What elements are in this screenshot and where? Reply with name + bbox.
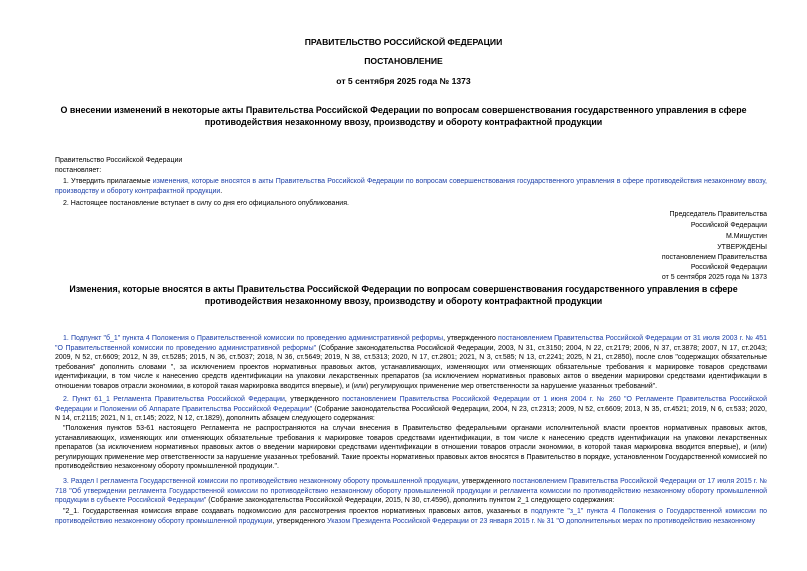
item-2-text: , утвержденного — [284, 396, 343, 403]
item-2-quote: "Положения пунктов 53-61 настоящего Регламента не распространяются на случаи внесения в Правительство федеральными органами исполнительной власти проектов нормативных правовых актов, устанавливающих, изменяющих или отменяющих обязательные требования к маркировке товаров средствами идентификации, в том числе к нанесению средств идентификации на упаковки лекарственных препаратов (за исключением нормативных правовых актов о введении маркировки средствами идентификации в отношении товаров отрасли экономики, в которой такая маркировка вводится впервые), и (или) регулирующих применение мер ответственности за нарушение указанных требований. Такие проекты нормативных правовых актов вносятся в Правительство в порядке, установленном Государственной комиссией по противодействию незаконному обороту промышленной продукции.". — [55, 425, 767, 470]
document-title: О внесении изменений в некоторые акты Правительства Российской Федерации по вопросам совершенствования государственного управления в сфере противодействия незаконному ввозу, производству и обороту контрафактной продукции — [60, 105, 747, 127]
change-item-2 — [55, 395, 767, 424]
item-2-decree-link[interactable]: постановлением Правительства Российской Федерации от 1 июня 2004 г. № 260 "О Регламенте Правительства Российской Федерации и Положении об Аппарате Правительства Российской Федерации" — [55, 396, 767, 413]
change-item-3 — [55, 477, 767, 506]
point-1-end: . — [220, 187, 223, 195]
approved-country: Российской Федерации — [690, 264, 767, 271]
point-2: 2. Настоящее постановление вступает в силу со дня его официального опубликования. — [63, 200, 349, 207]
point-1-text: 1. Утвердить прилагаемые — [63, 178, 153, 185]
item-3-quote-text: "2_1. Государственная комиссия вправе создавать подкомиссию для рассмотрения проектов нормативных правовых актов, указанных в — [63, 508, 532, 515]
item-2-link[interactable]: 2. Пункт 61_1 Регламента Правительства Российской Федерации — [63, 396, 285, 403]
intro-line-2: постановляет: — [55, 167, 102, 174]
point-1 — [55, 177, 767, 196]
item-1-decree-link[interactable]: постановлением Правительства Российской Федерации от 31 июля 2003 г. № 451 "О Правительственной комиссии по проведению административной реформы" — [55, 335, 768, 352]
item-1-link[interactable]: 1. Подпункт "б_1" пункта 4 Положения о Правительственной комиссии по проведению административной реформы — [63, 335, 444, 342]
item-3-quote — [55, 507, 767, 526]
item-3-link[interactable]: 3. Раздел I регламента Государственной комиссии по противодействию незаконному обороту промышленной продукции — [63, 478, 459, 485]
item-3-decree-link[interactable]: постановлением Правительства Российской Федерации от 17 июля 2015 г. № 718 "Об утверждении регламента Государственной комиссии по противодействию незаконному обороту промышленной продукции и регламента комиссии по противодействию незаконному обороту промышленной продукции в субъекте Российской Федерации" — [55, 478, 768, 504]
signature-country: Российской Федерации — [690, 222, 767, 229]
item-3-body: (Собрание законодательства Российской Федерации, 2015, N 30, ст.4596), дополнить пунктом 2_1 следующего содержания: — [206, 497, 615, 504]
government-heading: ПРАВИТЕЛЬСТВО РОССИЙСКОЙ ФЕДЕРАЦИИ — [304, 37, 503, 47]
change-item-1 — [55, 334, 767, 391]
item-3-decree-quote-link[interactable]: Указом Президента Российской Федерации от 23 января 2015 г. № 31 "О дополнительных мерах по противодействию незаконному — [327, 517, 756, 525]
item-2-body: (Собрание законодательства Российской Федерации, 2004, N 23, ст.2313; 2009, N 52, ст.6609; 2013, N 35, ст.4521; 2019, N 6, ст.533; 2020, N 14, ст.2115; 2021, N 1, ст.145; 2022, N 12, ст.1829), дополнить абзацем следующего содержания: — [55, 405, 768, 422]
approved-by: постановлением Правительства — [661, 254, 767, 261]
item-3-quote-link[interactable]: подпункте "з_1" пункта 4 Положения о Государственной комиссии по противодействию незаконному обороту промышленной продукции — [55, 508, 768, 525]
approved-date: от 5 сентября 2025 года № 1373 — [661, 274, 767, 281]
item-3-text: , утвержденного — [458, 478, 513, 485]
document-date-number: от 5 сентября 2025 года № 1373 — [336, 76, 471, 86]
changes-title: Изменения, которые вносятся в акты Правительства Российской Федерации по вопросам совершенствования государственного управления в сфере противодействия незаконному ввозу, производству и обороту контрафактной продукции — [69, 284, 738, 306]
item-1-body: (Собрание законодательства Российской Федерации, 2003, N 31, ст.3150; 2004, N 22, ст.2179; 2006, N 37, ст.3878; 2007, N 17, ст.2043; 2009, N 52, ст.6609; 2012, N 39, ст.5285; 2015, N 36, ст.5037; 2018, N 36, ст.5649; 2019, N 38, ст.5313; 2020, N 17, ст.2801; 2021, N 3, ст.585; N 13, ст.2241; 2025, N 21, ст.2850), после слов "содержащих обязательные требования" дополнить словами ", за исключением проектов нормативных правовых актов, устанавливающих, изменяющих или отменяющих обязательные требования к маркировке товаров средствами идентификации, в том числе к нанесению средств идентификации на упаковки лекарственных препаратов (за исключением нормативных правовых актов о введении маркировки средствами идентификации в отношении товаров отрасли экономики, в которой такая маркировка вводится впервые), и (или) регулирующих применение мер ответственности за нарушение указанных требований". — [55, 344, 767, 390]
document-type: ПОСТАНОВЛЕНИЕ — [364, 56, 443, 66]
changes-link[interactable]: изменения, которые вносятся в акты Правительства Российской Федерации по вопросам совершенствования государственного управления в сфере противодействия незаконному ввозу, производству и обороту контрафактной продукции — [55, 178, 768, 195]
signature-position: Председатель Правительства — [669, 211, 767, 218]
item-3-quote-mid: , утвержденного — [272, 517, 328, 525]
intro-line-1: Правительство Российской Федерации — [55, 157, 183, 164]
signature-name: М.Мишустин — [725, 233, 767, 240]
item-1-text: , утвержденного — [443, 335, 499, 342]
approved-label: УТВЕРЖДЕНЫ — [717, 244, 767, 251]
